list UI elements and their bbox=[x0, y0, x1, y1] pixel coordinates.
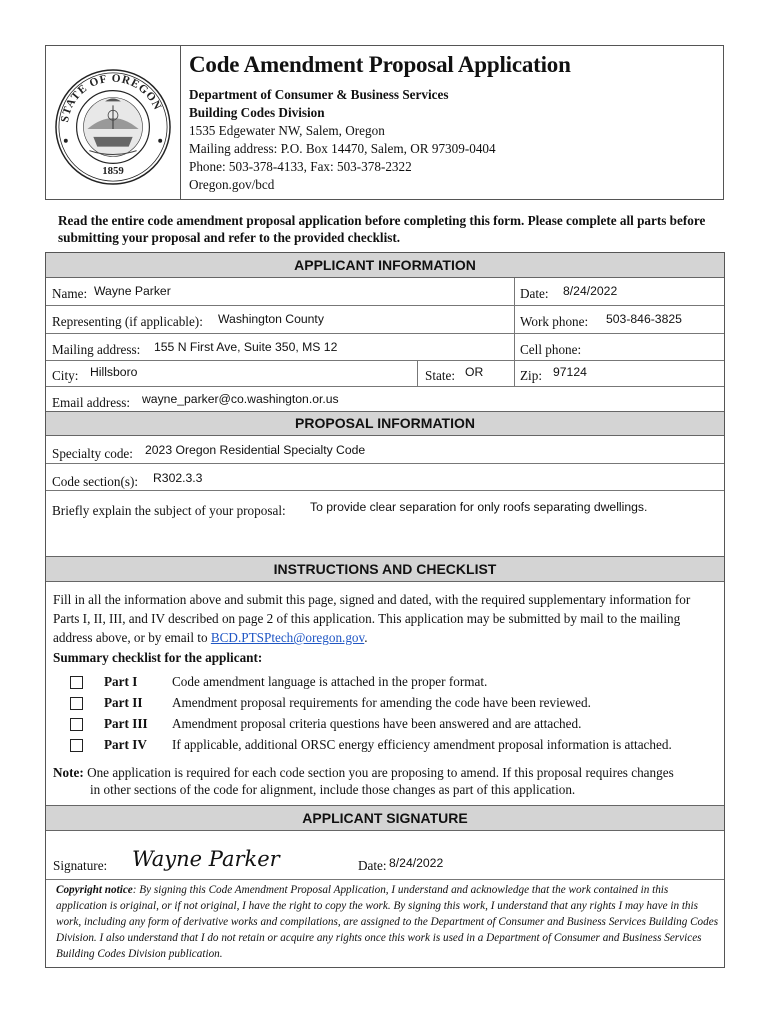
mailing-address: Mailing address: P.O. Box 14470, Salem, OR 97309-0404 bbox=[189, 141, 496, 156]
instructions-body: Fill in all the information above and submit this page, signed and dated, with the required supplementary information for Parts I, II, III, and IV described on page 2 of this application. This application may be submitted by mail to the mailing address above, or by email to bbox=[53, 592, 691, 645]
email-field[interactable]: wayne_parker@co.washington.or.us bbox=[142, 392, 339, 406]
part-iii-checkbox[interactable] bbox=[70, 718, 83, 731]
instructions-end: . bbox=[364, 630, 368, 645]
date-field[interactable]: 8/24/2022 bbox=[563, 284, 618, 298]
summary-checklist-heading: Summary checklist for the applicant: bbox=[53, 650, 263, 665]
city-label: City: bbox=[52, 368, 79, 383]
copyright-notice bbox=[56, 882, 720, 962]
copyright-label: Copyright notice bbox=[56, 884, 133, 896]
note-line-2: in other sections of the code for alignment, include those changes as part of this application. bbox=[90, 782, 576, 797]
date-label: Date: bbox=[520, 286, 549, 301]
city-field[interactable]: Hillsboro bbox=[90, 365, 138, 379]
mailing-label: Mailing address: bbox=[52, 342, 141, 357]
part-iv-text: If applicable, additional ORSC energy efficiency amendment proposal information is attached. bbox=[172, 737, 672, 752]
street-address: 1535 Edgewater NW, Salem, Oregon bbox=[189, 123, 385, 138]
signature-heading: APPLICANT SIGNATURE bbox=[46, 805, 724, 831]
form-header bbox=[45, 45, 724, 200]
name-field[interactable]: Wayne Parker bbox=[94, 284, 171, 298]
department-name: Department of Consumer & Business Services bbox=[189, 87, 449, 102]
part-i-label: Part I bbox=[104, 674, 138, 689]
specialty-field[interactable]: 2023 Oregon Residential Specialty Code bbox=[145, 443, 366, 457]
proposal-info-heading: PROPOSAL INFORMATION bbox=[46, 411, 724, 436]
part-iv-label: Part IV bbox=[104, 737, 147, 752]
name-label: Name: bbox=[52, 286, 88, 301]
seal-cell bbox=[46, 46, 181, 199]
handwritten-signature[interactable] bbox=[130, 841, 290, 875]
part-i-text: Code amendment language is attached in the proper format. bbox=[172, 674, 488, 689]
code-sections-label: Code section(s): bbox=[52, 474, 139, 489]
representing-label: Representing (if applicable): bbox=[52, 314, 203, 329]
intro-instructions: Read the entire code amendment proposal application before completing this form. Please complete all parts before submitting your proposal and refer to the provided checklist. bbox=[58, 213, 706, 245]
applicant-info-heading: APPLICANT INFORMATION bbox=[46, 253, 724, 278]
zip-label: Zip: bbox=[520, 368, 542, 383]
copyright-text: : By signing this Code Amendment Proposal Application, I understand and acknowledge that the work contained in this application is original, or if not original, I have the right to copy the work. By signing this work, I understand that any rights I may have in this work, including any form of derivative works and compilations, are assigned to the Department of Consumer and Business Services Building Codes Division. I also understand that I do not retain or acquire any rights once this work is used in a Department of Consumer and Business Services Building Codes Division publication. bbox=[56, 884, 719, 960]
code-sections-field[interactable]: R302.3.3 bbox=[153, 471, 203, 485]
signature-glyphs: Wayne Parker bbox=[132, 847, 280, 871]
note-line-1: One application is required for each code section you are proposing to amend. If this proposal requires changes bbox=[87, 765, 674, 780]
work-phone-field[interactable]: 503-846-3825 bbox=[606, 312, 682, 326]
note-label: Note: bbox=[53, 765, 84, 780]
instructions-text bbox=[53, 590, 713, 647]
representing-field[interactable]: Washington County bbox=[218, 312, 324, 326]
part-iii-text: Amendment proposal criteria questions have been answered and are attached. bbox=[172, 716, 582, 731]
signature-label: Signature: bbox=[53, 858, 108, 873]
svg-text:1859: 1859 bbox=[102, 165, 124, 178]
part-iii-label: Part III bbox=[104, 716, 148, 731]
state-field[interactable]: OR bbox=[465, 365, 484, 379]
email-label: Email address: bbox=[52, 395, 131, 410]
work-phone-label: Work phone: bbox=[520, 314, 589, 329]
signature-date-field[interactable]: 8/24/2022 bbox=[389, 856, 444, 870]
cell-phone-label: Cell phone: bbox=[520, 342, 582, 357]
part-ii-text: Amendment proposal requirements for amending the code have been reviewed. bbox=[172, 695, 591, 710]
phone-fax: Phone: 503-378-4133, Fax: 503-378-2322 bbox=[189, 159, 412, 174]
subject-field[interactable]: To provide clear separation for only roofs separating dwellings. bbox=[310, 500, 648, 514]
part-ii-label: Part II bbox=[104, 695, 143, 710]
form-title: Code Amendment Proposal Application bbox=[189, 52, 571, 77]
part-ii-checkbox[interactable] bbox=[70, 697, 83, 710]
submission-email-link[interactable]: BCD.PTSPtech@oregon.gov bbox=[210, 630, 365, 645]
zip-field[interactable]: 97124 bbox=[553, 365, 587, 379]
subject-label: Briefly explain the subject of your proposal: bbox=[52, 503, 286, 518]
note bbox=[53, 764, 717, 798]
division-name: Building Codes Division bbox=[189, 105, 325, 120]
mailing-field[interactable]: 155 N First Ave, Suite 350, MS 12 bbox=[154, 340, 338, 354]
signature-date-label: Date: bbox=[358, 858, 387, 873]
instructions-heading: INSTRUCTIONS AND CHECKLIST bbox=[46, 556, 724, 582]
specialty-label: Specialty code: bbox=[52, 446, 133, 461]
svg-text:STATE OF OREGON: STATE OF OREGON bbox=[58, 72, 164, 124]
website: Oregon.gov/bcd bbox=[189, 177, 275, 192]
part-i-checkbox[interactable] bbox=[70, 676, 83, 689]
part-iv-checkbox[interactable] bbox=[70, 739, 83, 752]
oregon-state-seal-icon bbox=[54, 68, 172, 186]
application-form bbox=[45, 252, 725, 968]
state-label: State: bbox=[425, 368, 456, 383]
